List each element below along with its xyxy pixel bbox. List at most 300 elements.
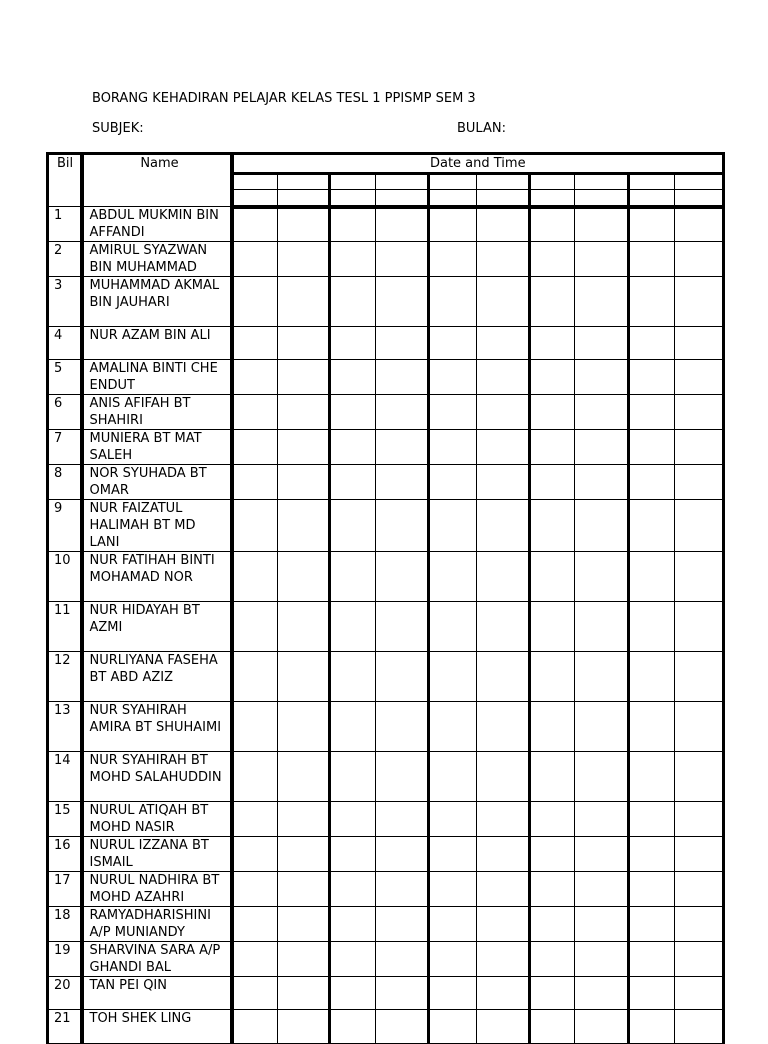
date-cell[interactable] [376, 977, 429, 1010]
date-cell[interactable] [429, 552, 477, 602]
row-number: 15 [48, 802, 82, 837]
date-cell[interactable] [629, 752, 675, 802]
student-row [48, 837, 724, 872]
student-name-cell [82, 1010, 232, 1044]
date-cell[interactable] [530, 872, 575, 907]
date-cell[interactable] [232, 802, 278, 837]
date-cell[interactable] [575, 942, 629, 977]
date-cell[interactable] [376, 752, 429, 802]
header-slot-cell[interactable] [477, 190, 530, 207]
student-name-cell [82, 702, 232, 752]
date-cell[interactable] [429, 752, 477, 802]
date-cell[interactable] [575, 1010, 629, 1044]
date-cell[interactable] [330, 395, 376, 430]
date-cell[interactable] [278, 552, 330, 602]
date-cell[interactable] [629, 500, 675, 552]
date-cell[interactable] [232, 907, 278, 942]
date-cell[interactable] [330, 802, 376, 837]
date-cell[interactable] [330, 465, 376, 500]
date-cell[interactable] [675, 327, 724, 360]
date-cell[interactable] [675, 430, 724, 465]
date-cell[interactable] [330, 872, 376, 907]
row-number: 3 [48, 277, 82, 327]
date-cell[interactable] [477, 942, 530, 977]
date-cell[interactable] [477, 702, 530, 752]
date-cell[interactable] [629, 652, 675, 702]
date-cell[interactable] [575, 802, 629, 837]
month-label: BULAN: [457, 121, 506, 136]
date-cell[interactable] [330, 907, 376, 942]
date-cell[interactable] [477, 327, 530, 360]
header-slot-cell[interactable] [575, 190, 629, 207]
header-slot-cell[interactable] [575, 174, 629, 190]
date-cell[interactable] [675, 752, 724, 802]
date-cell[interactable] [232, 752, 278, 802]
date-cell[interactable] [575, 872, 629, 907]
date-cell[interactable] [530, 465, 575, 500]
date-cell[interactable] [278, 942, 330, 977]
date-cell[interactable] [530, 242, 575, 277]
row-number: 21 [48, 1010, 82, 1044]
date-cell[interactable] [278, 207, 330, 242]
row-number: 7 [48, 430, 82, 465]
student-row [48, 602, 724, 652]
student-row [48, 277, 724, 327]
date-cell[interactable] [629, 837, 675, 872]
row-number: 17 [48, 872, 82, 907]
student-name: NURUL NADHIRA BT MOHD AZAHRI [89, 873, 220, 905]
date-cell[interactable] [330, 837, 376, 872]
date-cell[interactable] [429, 207, 477, 242]
header-date-and-time: Date and Time [232, 154, 724, 174]
student-name-cell [82, 207, 232, 242]
date-cell[interactable] [530, 907, 575, 942]
date-cell[interactable] [278, 500, 330, 552]
date-cell[interactable] [629, 907, 675, 942]
student-row [48, 942, 724, 977]
student-row [48, 652, 724, 702]
header-slot-cell[interactable] [530, 174, 575, 190]
date-cell[interactable] [477, 242, 530, 277]
date-cell[interactable] [530, 207, 575, 242]
date-cell[interactable] [330, 1010, 376, 1044]
date-cell[interactable] [278, 327, 330, 360]
date-cell[interactable] [675, 360, 724, 395]
date-cell[interactable] [575, 752, 629, 802]
row-number: 1 [48, 207, 82, 242]
student-name-cell [82, 277, 232, 327]
date-cell[interactable] [429, 872, 477, 907]
date-cell[interactable] [575, 652, 629, 702]
date-cell[interactable] [477, 360, 530, 395]
student-name-cell [82, 802, 232, 837]
date-cell[interactable] [675, 942, 724, 977]
date-cell[interactable] [629, 977, 675, 1010]
student-name-cell [82, 652, 232, 702]
date-cell[interactable] [530, 277, 575, 327]
date-cell[interactable] [232, 942, 278, 977]
student-name: NURLIYANA FASEHA BT ABD AZIZ [89, 653, 218, 685]
date-cell[interactable] [477, 395, 530, 430]
header-slot-cell[interactable] [278, 190, 330, 207]
date-cell[interactable] [675, 552, 724, 602]
date-cell[interactable] [330, 327, 376, 360]
header-slot-cell[interactable] [376, 174, 429, 190]
date-cell[interactable] [232, 430, 278, 465]
date-cell[interactable] [629, 1010, 675, 1044]
date-cell[interactable] [675, 602, 724, 652]
header-slot-cell[interactable] [330, 190, 376, 207]
student-name: TOH SHEK LING [89, 1011, 192, 1026]
student-name-cell [82, 500, 232, 552]
date-cell[interactable] [530, 395, 575, 430]
date-cell[interactable] [675, 652, 724, 702]
date-cell[interactable] [477, 872, 530, 907]
date-cell[interactable] [330, 602, 376, 652]
date-cell[interactable] [629, 430, 675, 465]
date-cell[interactable] [675, 465, 724, 500]
header-bil: Bil [48, 154, 82, 207]
date-cell[interactable] [429, 277, 477, 327]
date-cell[interactable] [330, 942, 376, 977]
date-cell[interactable] [429, 942, 477, 977]
date-cell[interactable] [477, 752, 530, 802]
date-cell[interactable] [675, 395, 724, 430]
student-row [48, 552, 724, 602]
student-name-cell [82, 837, 232, 872]
date-cell[interactable] [530, 752, 575, 802]
date-cell[interactable] [575, 907, 629, 942]
date-cell[interactable] [629, 395, 675, 430]
student-row [48, 395, 724, 430]
date-cell[interactable] [330, 752, 376, 802]
header-slot-cell[interactable] [530, 190, 575, 207]
date-cell[interactable] [232, 652, 278, 702]
header-slot-cell[interactable] [429, 174, 477, 190]
subject-label: SUBJEK: [92, 121, 144, 136]
date-cell[interactable] [575, 837, 629, 872]
student-row [48, 207, 724, 242]
date-cell[interactable] [477, 652, 530, 702]
row-number: 6 [48, 395, 82, 430]
date-cell[interactable] [429, 652, 477, 702]
date-cell[interactable] [675, 702, 724, 752]
date-cell[interactable] [429, 977, 477, 1010]
date-cell[interactable] [429, 500, 477, 552]
student-name: RAMYADHARISHINI A/P MUNIANDY [89, 908, 211, 940]
date-cell[interactable] [376, 872, 429, 907]
student-row [48, 907, 724, 942]
date-cell[interactable] [376, 1010, 429, 1044]
date-cell[interactable] [530, 360, 575, 395]
date-cell[interactable] [376, 207, 429, 242]
student-name: NUR FAIZATUL HALIMAH BT MD LANI [89, 501, 196, 550]
date-cell[interactable] [575, 430, 629, 465]
date-cell[interactable] [530, 1010, 575, 1044]
date-cell[interactable] [629, 942, 675, 977]
header-slot-cell[interactable] [232, 174, 278, 190]
date-cell[interactable] [376, 465, 429, 500]
date-cell[interactable] [429, 837, 477, 872]
row-number: 5 [48, 360, 82, 395]
student-name: AMIRUL SYAZWAN BIN MUHAMMAD [89, 243, 208, 275]
row-number: 20 [48, 977, 82, 1010]
date-cell[interactable] [675, 277, 724, 327]
student-name-cell [82, 602, 232, 652]
date-cell[interactable] [629, 327, 675, 360]
date-cell[interactable] [376, 942, 429, 977]
date-cell[interactable] [232, 977, 278, 1010]
student-name-cell [82, 360, 232, 395]
date-cell[interactable] [376, 395, 429, 430]
student-name: NUR SYAHIRAH AMIRA BT SHUHAIMI [89, 703, 222, 735]
date-cell[interactable] [477, 500, 530, 552]
row-number: 12 [48, 652, 82, 702]
student-name-cell [82, 752, 232, 802]
date-cell[interactable] [330, 977, 376, 1010]
date-cell[interactable] [629, 552, 675, 602]
date-cell[interactable] [477, 602, 530, 652]
student-row [48, 430, 724, 465]
student-row [48, 702, 724, 752]
date-cell[interactable] [232, 872, 278, 907]
date-cell[interactable] [575, 977, 629, 1010]
date-cell[interactable] [376, 802, 429, 837]
attendance-table [46, 152, 725, 1044]
date-cell[interactable] [278, 837, 330, 872]
date-cell[interactable] [376, 552, 429, 602]
date-cell[interactable] [675, 977, 724, 1010]
date-cell[interactable] [330, 242, 376, 277]
date-cell[interactable] [232, 395, 278, 430]
date-cell[interactable] [530, 837, 575, 872]
date-cell[interactable] [675, 837, 724, 872]
date-cell[interactable] [232, 277, 278, 327]
date-cell[interactable] [376, 500, 429, 552]
date-cell[interactable] [575, 395, 629, 430]
date-cell[interactable] [675, 802, 724, 837]
date-cell[interactable] [278, 872, 330, 907]
date-cell[interactable] [232, 702, 278, 752]
date-cell[interactable] [278, 277, 330, 327]
date-cell[interactable] [232, 207, 278, 242]
form-title: BORANG KEHADIRAN PELAJAR KELAS TESL 1 PPISMP SEM 3 [92, 91, 476, 106]
row-number: 14 [48, 752, 82, 802]
header-slot-cell[interactable] [477, 174, 530, 190]
date-cell[interactable] [278, 395, 330, 430]
date-cell[interactable] [429, 465, 477, 500]
student-name-cell [82, 395, 232, 430]
date-cell[interactable] [530, 977, 575, 1010]
date-cell[interactable] [629, 802, 675, 837]
date-cell[interactable] [232, 327, 278, 360]
student-name: NURUL IZZANA BT ISMAIL [89, 838, 209, 870]
date-cell[interactable] [278, 752, 330, 802]
date-cell[interactable] [232, 602, 278, 652]
date-cell[interactable] [629, 872, 675, 907]
date-cell[interactable] [629, 360, 675, 395]
student-name: MUNIERA BT MAT SALEH [89, 431, 202, 463]
date-cell[interactable] [675, 1010, 724, 1044]
date-cell[interactable] [575, 465, 629, 500]
date-cell[interactable] [477, 465, 530, 500]
student-row [48, 500, 724, 552]
date-cell[interactable] [530, 802, 575, 837]
student-name: NUR AZAM BIN ALI [89, 328, 211, 343]
row-number: 10 [48, 552, 82, 602]
date-cell[interactable] [376, 837, 429, 872]
date-cell[interactable] [376, 242, 429, 277]
date-cell[interactable] [376, 907, 429, 942]
date-cell[interactable] [575, 242, 629, 277]
date-cell[interactable] [530, 327, 575, 360]
header-slot-cell[interactable] [232, 190, 278, 207]
date-cell[interactable] [477, 907, 530, 942]
header-slot-cell[interactable] [629, 174, 675, 190]
date-cell[interactable] [575, 500, 629, 552]
date-cell[interactable] [530, 702, 575, 752]
date-cell[interactable] [429, 242, 477, 277]
date-cell[interactable] [232, 360, 278, 395]
date-cell[interactable] [330, 430, 376, 465]
date-cell[interactable] [629, 702, 675, 752]
date-cell[interactable] [232, 465, 278, 500]
row-number: 11 [48, 602, 82, 652]
date-cell[interactable] [629, 242, 675, 277]
date-cell[interactable] [232, 552, 278, 602]
header-slot-cell[interactable] [675, 190, 724, 207]
date-cell[interactable] [530, 602, 575, 652]
date-cell[interactable] [675, 242, 724, 277]
student-name: ABDUL MUKMIN BIN AFFANDI [89, 208, 219, 240]
date-cell[interactable] [429, 907, 477, 942]
student-row [48, 1010, 724, 1044]
student-name-cell [82, 327, 232, 360]
date-cell[interactable] [675, 907, 724, 942]
date-cell[interactable] [477, 977, 530, 1010]
student-name-cell [82, 242, 232, 277]
date-cell[interactable] [278, 977, 330, 1010]
date-cell[interactable] [530, 942, 575, 977]
student-name: AMALINA BINTI CHE ENDUT [89, 361, 218, 393]
date-cell[interactable] [232, 1010, 278, 1044]
date-cell[interactable] [330, 552, 376, 602]
date-cell[interactable] [530, 500, 575, 552]
date-cell[interactable] [232, 242, 278, 277]
date-cell[interactable] [278, 602, 330, 652]
student-name: MUHAMMAD AKMAL BIN JAUHARI [89, 278, 220, 310]
header-slot-cell[interactable] [278, 174, 330, 190]
date-cell[interactable] [278, 465, 330, 500]
header-slot-cell[interactable] [629, 190, 675, 207]
date-cell[interactable] [629, 465, 675, 500]
header-slot-cell[interactable] [330, 174, 376, 190]
row-number: 2 [48, 242, 82, 277]
date-cell[interactable] [675, 207, 724, 242]
date-cell[interactable] [530, 652, 575, 702]
header-slot-cell[interactable] [675, 174, 724, 190]
date-cell[interactable] [477, 802, 530, 837]
date-cell[interactable] [477, 207, 530, 242]
date-cell[interactable] [575, 360, 629, 395]
student-name-cell [82, 942, 232, 977]
date-cell[interactable] [278, 360, 330, 395]
date-cell[interactable] [477, 277, 530, 327]
date-cell[interactable] [477, 1010, 530, 1044]
date-cell[interactable] [575, 327, 629, 360]
date-cell[interactable] [330, 207, 376, 242]
date-cell[interactable] [429, 802, 477, 837]
date-cell[interactable] [278, 702, 330, 752]
date-cell[interactable] [278, 802, 330, 837]
date-cell[interactable] [429, 395, 477, 430]
date-cell[interactable] [629, 602, 675, 652]
date-cell[interactable] [376, 277, 429, 327]
date-cell[interactable] [278, 430, 330, 465]
date-cell[interactable] [278, 907, 330, 942]
date-cell[interactable] [232, 837, 278, 872]
row-number: 13 [48, 702, 82, 752]
date-cell[interactable] [376, 602, 429, 652]
student-name: NOR SYUHADA BT OMAR [89, 466, 207, 498]
date-cell[interactable] [330, 360, 376, 395]
date-cell[interactable] [629, 207, 675, 242]
date-cell[interactable] [330, 702, 376, 752]
date-cell[interactable] [575, 207, 629, 242]
student-name: SHARVINA SARA A/P GHANDI BAL [89, 943, 221, 975]
date-cell[interactable] [530, 430, 575, 465]
date-cell[interactable] [376, 652, 429, 702]
date-cell[interactable] [477, 430, 530, 465]
date-cell[interactable] [629, 277, 675, 327]
date-cell[interactable] [675, 500, 724, 552]
date-cell[interactable] [376, 702, 429, 752]
date-cell[interactable] [330, 500, 376, 552]
date-cell[interactable] [575, 602, 629, 652]
date-cell[interactable] [278, 242, 330, 277]
date-cell[interactable] [278, 1010, 330, 1044]
header-slot-cell[interactable] [429, 190, 477, 207]
date-cell[interactable] [575, 277, 629, 327]
date-cell[interactable] [330, 277, 376, 327]
header-slot-cell[interactable] [376, 190, 429, 207]
date-cell[interactable] [429, 360, 477, 395]
student-row [48, 465, 724, 500]
date-cell[interactable] [429, 602, 477, 652]
header-name: Name [82, 154, 232, 207]
date-cell[interactable] [429, 1010, 477, 1044]
student-row [48, 802, 724, 837]
date-cell[interactable] [429, 430, 477, 465]
date-cell[interactable] [575, 552, 629, 602]
student-name-cell [82, 977, 232, 1010]
date-cell[interactable] [675, 872, 724, 907]
student-name-cell [82, 430, 232, 465]
date-cell[interactable] [376, 360, 429, 395]
date-cell[interactable] [330, 652, 376, 702]
date-cell[interactable] [232, 500, 278, 552]
date-cell[interactable] [376, 327, 429, 360]
date-cell[interactable] [429, 702, 477, 752]
date-cell[interactable] [477, 552, 530, 602]
student-row [48, 872, 724, 907]
date-cell[interactable] [530, 552, 575, 602]
date-cell[interactable] [575, 702, 629, 752]
date-cell[interactable] [429, 327, 477, 360]
date-cell[interactable] [376, 430, 429, 465]
date-cell[interactable] [278, 652, 330, 702]
date-cell[interactable] [477, 837, 530, 872]
